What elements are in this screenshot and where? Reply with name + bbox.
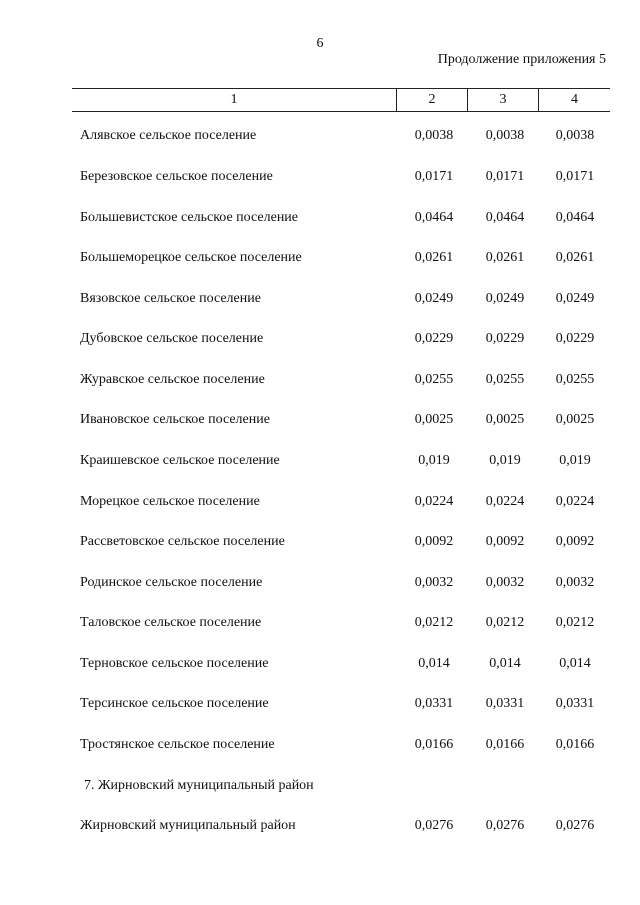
value-col-4: 0,019 <box>559 453 591 468</box>
table-row <box>72 534 610 554</box>
value-col-2: 0,0229 <box>414 331 454 346</box>
table-row <box>72 412 610 432</box>
header-col-2: 2 <box>397 89 468 111</box>
value-col-4: 0,0261 <box>555 250 595 265</box>
value-col-3: 0,0249 <box>485 291 525 306</box>
settlement-name: Дубовское сельское поселение <box>80 331 264 346</box>
settlement-name: Таловское сельское поселение <box>80 615 262 630</box>
value-col-4: 0,0276 <box>555 818 595 833</box>
section-title: 7. Жирновский муниципальный район <box>84 778 314 793</box>
table-row <box>72 453 610 473</box>
value-col-4: 0,0464 <box>555 210 595 225</box>
value-col-3: 0,019 <box>489 453 521 468</box>
value-col-4: 0,0249 <box>555 291 595 306</box>
table-row <box>72 372 610 392</box>
settlement-name: Родинское сельское поселение <box>80 575 263 590</box>
value-col-4: 0,0032 <box>555 575 595 590</box>
value-col-3: 0,0276 <box>485 818 525 833</box>
value-col-2: 0,0171 <box>414 169 454 184</box>
value-col-3: 0,0025 <box>485 412 525 427</box>
value-col-4: 0,0255 <box>555 372 595 387</box>
value-col-3: 0,0224 <box>485 494 525 509</box>
settlement-name: Алявское сельское поселение <box>80 128 257 143</box>
value-col-2: 0,019 <box>418 453 450 468</box>
value-col-4: 0,0212 <box>555 615 595 630</box>
table-row <box>72 818 610 838</box>
header-col-4: 4 <box>571 92 578 107</box>
value-col-2: 0,0224 <box>414 494 454 509</box>
value-col-4: 0,0224 <box>555 494 595 509</box>
settlement-name: Вязовское сельское поселение <box>80 291 261 306</box>
value-col-4: 0,0229 <box>555 331 595 346</box>
value-col-3: 0,0464 <box>485 210 525 225</box>
value-col-2: 0,0038 <box>414 128 454 143</box>
value-col-2: 0,0166 <box>414 737 454 752</box>
table-row <box>72 250 610 270</box>
value-col-4: 0,0166 <box>555 737 595 752</box>
value-col-3: 0,0032 <box>485 575 525 590</box>
value-col-2: 0,0092 <box>414 534 454 549</box>
settlement-name: Морецкое сельское поселение <box>80 494 260 509</box>
table-row <box>72 656 610 676</box>
value-col-4: 0,0092 <box>555 534 595 549</box>
settlement-name: Журавское сельское поселение <box>80 372 265 387</box>
value-col-4: 0,0038 <box>555 128 595 143</box>
table-row <box>72 575 610 595</box>
table-row <box>72 494 610 514</box>
value-col-2: 0,0032 <box>414 575 454 590</box>
continuation-label: Продолжение приложения 5 <box>437 52 606 67</box>
settlement-name: Терновское сельское поселение <box>80 656 269 671</box>
settlement-name: Рассветовское сельское поселение <box>80 534 285 549</box>
value-col-2: 0,0212 <box>414 615 454 630</box>
page-number: 6 <box>316 36 324 51</box>
table-row <box>72 169 610 189</box>
value-col-3: 0,0331 <box>485 696 525 711</box>
table-row <box>72 737 610 757</box>
settlement-name: Краишевское сельское поселение <box>80 453 280 468</box>
value-col-3: 0,0092 <box>485 534 525 549</box>
value-col-2: 0,0249 <box>414 291 454 306</box>
table-row <box>72 696 610 716</box>
value-col-3: 0,0229 <box>485 331 525 346</box>
value-col-2: 0,0276 <box>414 818 454 833</box>
value-col-4: 0,0171 <box>555 169 595 184</box>
value-col-2: 0,014 <box>418 656 450 671</box>
table-row <box>72 210 610 230</box>
table-header-row <box>72 88 610 112</box>
settlement-name: Терсинское сельское поселение <box>80 696 269 711</box>
header-col-3: 3 <box>468 89 539 111</box>
settlement-name: Большеморецкое сельское поселение <box>80 250 302 265</box>
value-col-3: 0,0171 <box>485 169 525 184</box>
value-col-2: 0,0255 <box>414 372 454 387</box>
settlement-name: Березовское сельское поселение <box>80 169 273 184</box>
value-col-3: 0,014 <box>489 656 521 671</box>
settlement-name: Ивановское сельское поселение <box>80 412 270 427</box>
value-col-2: 0,0025 <box>414 412 454 427</box>
settlement-name: Большевистское сельское поселение <box>80 210 299 225</box>
value-col-3: 0,0255 <box>485 372 525 387</box>
table-row <box>72 331 610 351</box>
table-row <box>72 615 610 635</box>
value-col-3: 0,0261 <box>485 250 525 265</box>
table-row <box>72 128 610 148</box>
settlement-name: Тростянское сельское поселение <box>80 737 275 752</box>
value-col-3: 0,0212 <box>485 615 525 630</box>
value-col-4: 0,0025 <box>555 412 595 427</box>
allocation-table <box>72 88 610 833</box>
value-col-3: 0,0038 <box>485 128 525 143</box>
district-name: Жирновский муниципальный район <box>80 818 296 833</box>
value-col-4: 0,014 <box>559 656 591 671</box>
value-col-2: 0,0261 <box>414 250 454 265</box>
value-col-2: 0,0464 <box>414 210 454 225</box>
value-col-4: 0,0331 <box>555 696 595 711</box>
value-col-3: 0,0166 <box>485 737 525 752</box>
value-col-2: 0,0331 <box>414 696 454 711</box>
header-col-1: 1 <box>72 89 397 111</box>
table-row <box>72 291 610 311</box>
